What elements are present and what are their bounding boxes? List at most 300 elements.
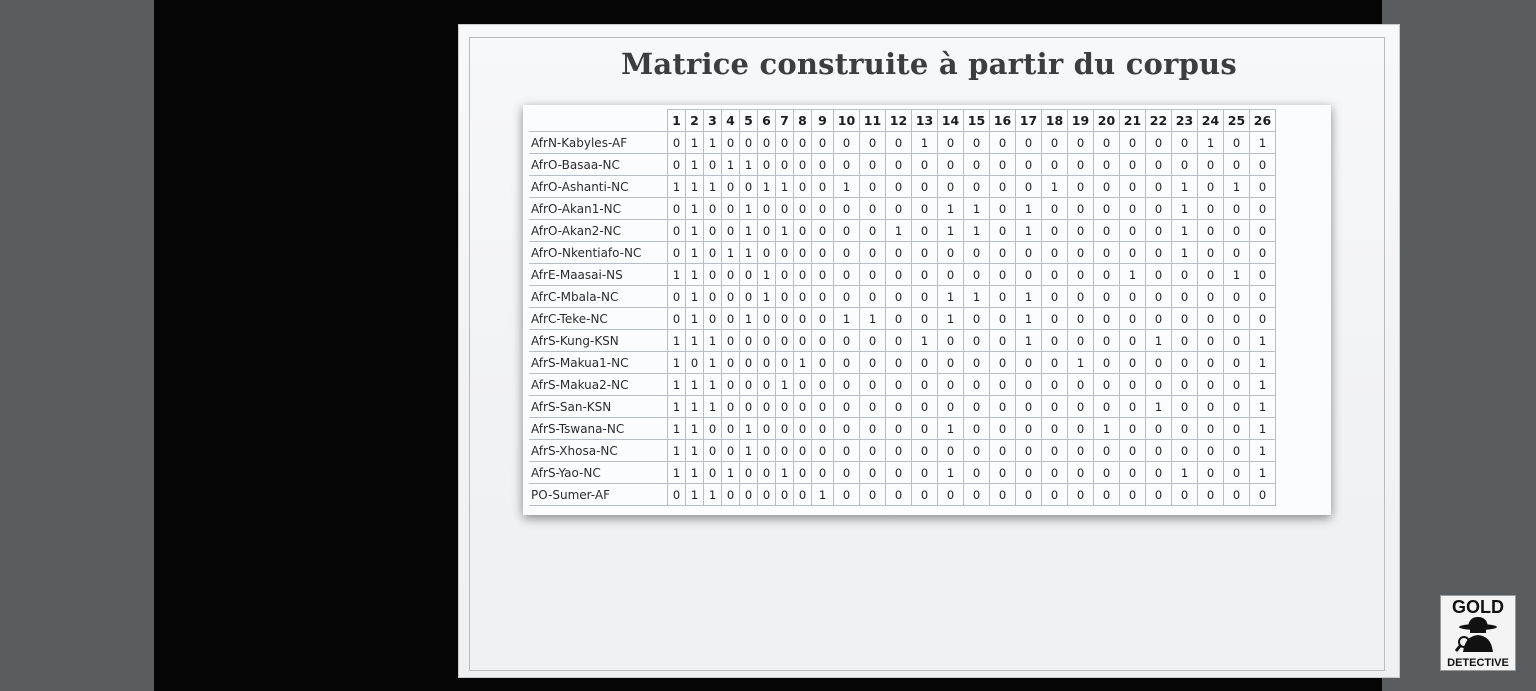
matrix-cell: 0 (1094, 440, 1120, 462)
matrix-cell: 0 (740, 352, 758, 374)
matrix-cell: 1 (1250, 418, 1276, 440)
matrix-cell: 0 (1250, 198, 1276, 220)
column-header: 7 (776, 110, 794, 132)
matrix-cell: 1 (1146, 330, 1172, 352)
matrix-cell: 1 (886, 220, 912, 242)
row-label: AfrS-San-KSN (529, 396, 668, 418)
matrix-cell: 0 (794, 396, 812, 418)
matrix-cell: 0 (1146, 440, 1172, 462)
matrix-cell: 0 (758, 154, 776, 176)
matrix-cell: 0 (1094, 132, 1120, 154)
matrix-cell: 0 (1224, 286, 1250, 308)
matrix-cell: 0 (1068, 264, 1094, 286)
matrix-cell: 0 (1146, 154, 1172, 176)
matrix-cell: 0 (990, 308, 1016, 330)
matrix-cell: 1 (834, 176, 860, 198)
matrix-cell: 0 (1146, 352, 1172, 374)
matrix-cell: 0 (1068, 374, 1094, 396)
matrix-cell: 0 (912, 484, 938, 506)
matrix-cell: 0 (1146, 462, 1172, 484)
matrix-cell: 0 (912, 242, 938, 264)
matrix-cell: 1 (758, 286, 776, 308)
matrix-cell: 0 (812, 176, 834, 198)
matrix-cell: 0 (1042, 242, 1068, 264)
row-label: AfrC-Mbala-NC (529, 286, 668, 308)
matrix-cell: 0 (1224, 132, 1250, 154)
matrix-cell: 0 (990, 352, 1016, 374)
matrix-cell: 0 (758, 330, 776, 352)
matrix-cell: 0 (668, 484, 686, 506)
matrix-cell: 0 (886, 308, 912, 330)
matrix-cell: 1 (1250, 352, 1276, 374)
matrix-cell: 0 (886, 242, 912, 264)
table-row (529, 330, 1276, 352)
matrix-cell: 0 (776, 396, 794, 418)
matrix-cell: 0 (1042, 396, 1068, 418)
matrix-cell: 0 (812, 198, 834, 220)
table-row (529, 308, 1276, 330)
matrix-cell: 1 (704, 374, 722, 396)
matrix-cell: 1 (1172, 220, 1198, 242)
matrix-cell: 0 (1172, 418, 1198, 440)
matrix-cell: 0 (964, 484, 990, 506)
column-header: 11 (860, 110, 886, 132)
matrix-cell: 0 (1198, 308, 1224, 330)
matrix-cell: 0 (912, 374, 938, 396)
matrix-cell: 0 (834, 440, 860, 462)
matrix-cell: 0 (722, 484, 740, 506)
column-header: 3 (704, 110, 722, 132)
table-row (529, 352, 1276, 374)
matrix-cell: 0 (938, 484, 964, 506)
matrix-cell: 0 (1224, 352, 1250, 374)
matrix-cell: 0 (938, 330, 964, 352)
matrix-cell: 0 (1042, 198, 1068, 220)
matrix-cell: 0 (1068, 462, 1094, 484)
matrix-cell: 0 (990, 154, 1016, 176)
matrix-cell: 1 (668, 396, 686, 418)
matrix-cell: 0 (1172, 330, 1198, 352)
column-header: 10 (834, 110, 860, 132)
matrix-cell: 1 (668, 418, 686, 440)
matrix-cell: 0 (1094, 176, 1120, 198)
matrix-cell: 0 (1042, 374, 1068, 396)
matrix-cell: 1 (1042, 176, 1068, 198)
matrix-cell: 1 (740, 440, 758, 462)
matrix-cell: 0 (1198, 352, 1224, 374)
column-header: 9 (812, 110, 834, 132)
matrix-cell: 1 (758, 264, 776, 286)
matrix-cell: 0 (1042, 330, 1068, 352)
matrix-cell: 1 (668, 264, 686, 286)
matrix-cell: 0 (812, 418, 834, 440)
matrix-cell: 0 (1042, 308, 1068, 330)
matrix-cell: 0 (1146, 132, 1172, 154)
matrix-cell: 0 (668, 220, 686, 242)
matrix-cell: 1 (686, 242, 704, 264)
matrix-cell: 0 (860, 396, 886, 418)
matrix-cell: 1 (704, 176, 722, 198)
matrix-cell: 0 (1120, 242, 1146, 264)
matrix-cell: 0 (776, 352, 794, 374)
table-row (529, 396, 1276, 418)
matrix-cell: 0 (1198, 286, 1224, 308)
matrix-cell: 1 (704, 132, 722, 154)
matrix-cell: 0 (776, 242, 794, 264)
matrix-cell: 0 (704, 462, 722, 484)
matrix-cell: 1 (668, 176, 686, 198)
table-row (529, 198, 1276, 220)
column-header: 4 (722, 110, 740, 132)
matrix-cell: 0 (1120, 462, 1146, 484)
matrix-cell: 0 (834, 352, 860, 374)
row-label: AfrS-Kung-KSN (529, 330, 668, 352)
matrix-cell: 0 (1068, 308, 1094, 330)
matrix-cell: 0 (938, 440, 964, 462)
matrix-cell: 0 (1172, 440, 1198, 462)
matrix-cell: 0 (1198, 220, 1224, 242)
matrix-cell: 0 (812, 286, 834, 308)
matrix-cell: 1 (740, 308, 758, 330)
matrix-cell: 0 (1042, 484, 1068, 506)
matrix-cell: 0 (758, 440, 776, 462)
matrix-cell: 0 (886, 176, 912, 198)
matrix-cell: 0 (834, 418, 860, 440)
matrix-cell: 1 (668, 330, 686, 352)
matrix-cell: 0 (860, 286, 886, 308)
matrix-cell: 0 (1068, 242, 1094, 264)
matrix-cell: 0 (860, 264, 886, 286)
matrix-cell: 0 (1120, 286, 1146, 308)
column-header: 13 (912, 110, 938, 132)
channel-logo (1440, 595, 1516, 671)
matrix-cell: 0 (912, 308, 938, 330)
matrix-cell: 0 (1042, 154, 1068, 176)
column-header: 25 (1224, 110, 1250, 132)
matrix-cell: 1 (776, 176, 794, 198)
column-header: 26 (1250, 110, 1276, 132)
matrix-cell: 0 (1198, 242, 1224, 264)
matrix-cell: 0 (1016, 440, 1042, 462)
matrix-cell: 0 (722, 308, 740, 330)
matrix-cell: 0 (722, 396, 740, 418)
matrix-cell: 0 (722, 374, 740, 396)
matrix-cell: 0 (1250, 484, 1276, 506)
table-row (529, 374, 1276, 396)
row-label: AfrO-Ashanti-NC (529, 176, 668, 198)
matrix-cell: 0 (990, 220, 1016, 242)
matrix-cell: 1 (740, 198, 758, 220)
matrix-cell: 0 (758, 242, 776, 264)
matrix-cell: 0 (834, 154, 860, 176)
matrix-cell: 0 (668, 154, 686, 176)
matrix-cell: 0 (776, 154, 794, 176)
matrix-cell: 0 (860, 242, 886, 264)
matrix-cell: 0 (740, 484, 758, 506)
table-row (529, 220, 1276, 242)
matrix-cell: 1 (686, 264, 704, 286)
matrix-cell: 0 (704, 154, 722, 176)
matrix-cell: 0 (758, 308, 776, 330)
matrix-cell: 0 (1094, 198, 1120, 220)
matrix-cell: 0 (860, 176, 886, 198)
matrix-cell: 0 (1198, 418, 1224, 440)
matrix-cell: 1 (704, 484, 722, 506)
matrix-cell: 0 (912, 176, 938, 198)
matrix-cell: 0 (886, 396, 912, 418)
matrix-cell: 0 (812, 132, 834, 154)
matrix-cell: 0 (740, 286, 758, 308)
row-label: AfrE-Maasai-NS (529, 264, 668, 286)
matrix-cell: 0 (812, 374, 834, 396)
matrix-cell: 1 (1250, 132, 1276, 154)
matrix-cell: 1 (704, 352, 722, 374)
matrix-cell: 0 (938, 242, 964, 264)
matrix-cell: 1 (686, 462, 704, 484)
matrix-cell: 0 (964, 242, 990, 264)
matrix-cell: 0 (886, 330, 912, 352)
matrix-cell: 0 (704, 440, 722, 462)
matrix-body (529, 132, 1276, 506)
matrix-cell: 1 (1016, 198, 1042, 220)
matrix-cell: 0 (912, 286, 938, 308)
matrix-cell: 0 (1094, 374, 1120, 396)
matrix-cell: 0 (668, 308, 686, 330)
matrix-cell: 0 (990, 440, 1016, 462)
matrix-cell: 0 (1224, 242, 1250, 264)
table-row (529, 242, 1276, 264)
table-row (529, 176, 1276, 198)
column-header: 1 (668, 110, 686, 132)
matrix-cell: 0 (1198, 176, 1224, 198)
matrix-cell: 0 (834, 462, 860, 484)
matrix-cell: 1 (912, 132, 938, 154)
matrix-cell: 0 (990, 286, 1016, 308)
matrix-cell: 0 (812, 440, 834, 462)
matrix-cell: 0 (964, 462, 990, 484)
matrix-cell: 1 (834, 308, 860, 330)
matrix-cell: 1 (740, 220, 758, 242)
matrix-cell: 0 (1042, 132, 1068, 154)
column-header: 20 (1094, 110, 1120, 132)
slide-title: Matrice construite à partir du corpus (621, 47, 1237, 81)
matrix-cell: 0 (776, 308, 794, 330)
matrix-cell: 0 (776, 484, 794, 506)
matrix-cell: 1 (704, 330, 722, 352)
matrix-cell: 0 (1068, 330, 1094, 352)
matrix-cell: 0 (740, 462, 758, 484)
matrix-cell: 0 (794, 286, 812, 308)
matrix-cell: 0 (1146, 198, 1172, 220)
matrix-cell: 0 (860, 418, 886, 440)
matrix-cell: 0 (722, 440, 740, 462)
table-row (529, 418, 1276, 440)
matrix-cell: 0 (722, 220, 740, 242)
column-header: 18 (1042, 110, 1068, 132)
matrix-cell: 0 (1120, 308, 1146, 330)
matrix-cell: 1 (722, 462, 740, 484)
matrix-cell: 0 (1172, 286, 1198, 308)
matrix-cell: 0 (1146, 286, 1172, 308)
matrix-cell: 0 (990, 242, 1016, 264)
matrix-cell: 0 (964, 374, 990, 396)
matrix-cell: 0 (1042, 264, 1068, 286)
matrix-cell: 0 (1094, 352, 1120, 374)
matrix-cell: 0 (704, 286, 722, 308)
row-label: AfrS-Makua1-NC (529, 352, 668, 374)
matrix-cell: 1 (860, 308, 886, 330)
matrix-cell: 0 (668, 242, 686, 264)
matrix-cell: 0 (740, 176, 758, 198)
row-label: AfrS-Makua2-NC (529, 374, 668, 396)
column-header: 14 (938, 110, 964, 132)
matrix-cell: 0 (1172, 374, 1198, 396)
matrix-cell: 1 (776, 374, 794, 396)
matrix-cell: 0 (1146, 176, 1172, 198)
matrix-cell: 0 (1068, 418, 1094, 440)
matrix-cell: 1 (686, 286, 704, 308)
matrix-cell: 0 (1120, 220, 1146, 242)
matrix-cell: 0 (964, 330, 990, 352)
matrix-cell: 0 (668, 132, 686, 154)
matrix-cell: 0 (776, 132, 794, 154)
matrix-cell: 0 (1224, 396, 1250, 418)
matrix-cell: 0 (776, 198, 794, 220)
matrix-cell: 0 (834, 286, 860, 308)
matrix-cell: 0 (1198, 198, 1224, 220)
matrix-cell: 1 (686, 440, 704, 462)
matrix-cell: 0 (886, 484, 912, 506)
matrix-cell: 1 (1250, 396, 1276, 418)
matrix-cell: 0 (1068, 286, 1094, 308)
matrix-cell: 0 (1146, 484, 1172, 506)
matrix-cell: 0 (1094, 220, 1120, 242)
table-row (529, 484, 1276, 506)
matrix-cell: 0 (1172, 132, 1198, 154)
matrix-cell: 0 (1172, 308, 1198, 330)
matrix-cell: 0 (1120, 440, 1146, 462)
matrix-cell: 0 (860, 220, 886, 242)
matrix-cell: 0 (794, 308, 812, 330)
matrix-cell: 0 (812, 462, 834, 484)
matrix-cell: 0 (1224, 308, 1250, 330)
matrix-cell: 0 (794, 484, 812, 506)
matrix-cell: 1 (1172, 176, 1198, 198)
row-label: AfrO-Basaa-NC (529, 154, 668, 176)
matrix-cell: 0 (990, 418, 1016, 440)
column-header: 21 (1120, 110, 1146, 132)
matrix-cell: 1 (938, 286, 964, 308)
column-header: 19 (1068, 110, 1094, 132)
matrix-cell: 0 (704, 242, 722, 264)
video-frame (154, 0, 1382, 691)
matrix-cell: 0 (1146, 220, 1172, 242)
matrix-table (529, 109, 1276, 506)
matrix-cell: 0 (938, 264, 964, 286)
matrix-cell: 0 (912, 352, 938, 374)
matrix-cell: 0 (794, 176, 812, 198)
matrix-cell: 0 (704, 220, 722, 242)
matrix-cell: 0 (886, 374, 912, 396)
matrix-cell: 0 (758, 374, 776, 396)
matrix-cell: 0 (1250, 154, 1276, 176)
matrix-cell: 0 (812, 154, 834, 176)
matrix-cell: 1 (1224, 176, 1250, 198)
matrix-cell: 0 (1250, 308, 1276, 330)
column-header: 24 (1198, 110, 1224, 132)
matrix-cell: 0 (938, 374, 964, 396)
matrix-cell: 0 (1016, 242, 1042, 264)
matrix-cell: 0 (1120, 352, 1146, 374)
matrix-cell: 0 (990, 176, 1016, 198)
matrix-cell: 0 (1120, 374, 1146, 396)
matrix-cell: 0 (758, 220, 776, 242)
matrix-cell: 0 (912, 264, 938, 286)
matrix-cell: 0 (912, 220, 938, 242)
matrix-cell: 0 (964, 176, 990, 198)
matrix-cell: 0 (1016, 396, 1042, 418)
matrix-cell: 0 (1016, 418, 1042, 440)
matrix-cell: 1 (964, 198, 990, 220)
matrix-cell: 0 (1068, 176, 1094, 198)
matrix-cell: 1 (938, 220, 964, 242)
matrix-cell: 0 (1120, 198, 1146, 220)
matrix-cell: 0 (668, 198, 686, 220)
row-label: AfrS-Tswana-NC (529, 418, 668, 440)
matrix-cell: 0 (1094, 242, 1120, 264)
matrix-cell: 1 (722, 154, 740, 176)
matrix-cell: 0 (1146, 264, 1172, 286)
matrix-cell: 1 (938, 308, 964, 330)
matrix-cell: 0 (1120, 132, 1146, 154)
matrix-cell: 0 (812, 242, 834, 264)
matrix-cell: 1 (938, 462, 964, 484)
matrix-cell: 0 (686, 352, 704, 374)
matrix-cell: 1 (1172, 462, 1198, 484)
matrix-cell: 0 (794, 132, 812, 154)
matrix-cell: 0 (834, 396, 860, 418)
row-label: AfrO-Nkentiafo-NC (529, 242, 668, 264)
matrix-cell: 0 (1042, 462, 1068, 484)
matrix-cell: 0 (860, 352, 886, 374)
matrix-cell: 1 (938, 198, 964, 220)
matrix-cell: 0 (860, 440, 886, 462)
matrix-cell: 0 (722, 198, 740, 220)
row-label: AfrS-Yao-NC (529, 462, 668, 484)
matrix-cell: 1 (1250, 330, 1276, 352)
matrix-cell: 0 (812, 396, 834, 418)
matrix-cell: 0 (740, 396, 758, 418)
matrix-cell: 0 (1224, 330, 1250, 352)
row-label: AfrC-Teke-NC (529, 308, 668, 330)
matrix-cell: 0 (794, 418, 812, 440)
matrix-cell: 0 (794, 374, 812, 396)
matrix-cell: 0 (1198, 330, 1224, 352)
matrix-cell: 0 (722, 418, 740, 440)
matrix-cell: 0 (886, 462, 912, 484)
matrix-cell: 0 (740, 132, 758, 154)
matrix-cell: 0 (990, 484, 1016, 506)
matrix-cell: 0 (834, 132, 860, 154)
column-header: 17 (1016, 110, 1042, 132)
matrix-cell: 0 (1042, 440, 1068, 462)
matrix-cell: 0 (1016, 264, 1042, 286)
matrix-cell: 0 (1224, 440, 1250, 462)
matrix-cell: 0 (1042, 352, 1068, 374)
matrix-cell: 0 (812, 308, 834, 330)
matrix-cell: 1 (686, 484, 704, 506)
matrix-cell: 1 (686, 176, 704, 198)
